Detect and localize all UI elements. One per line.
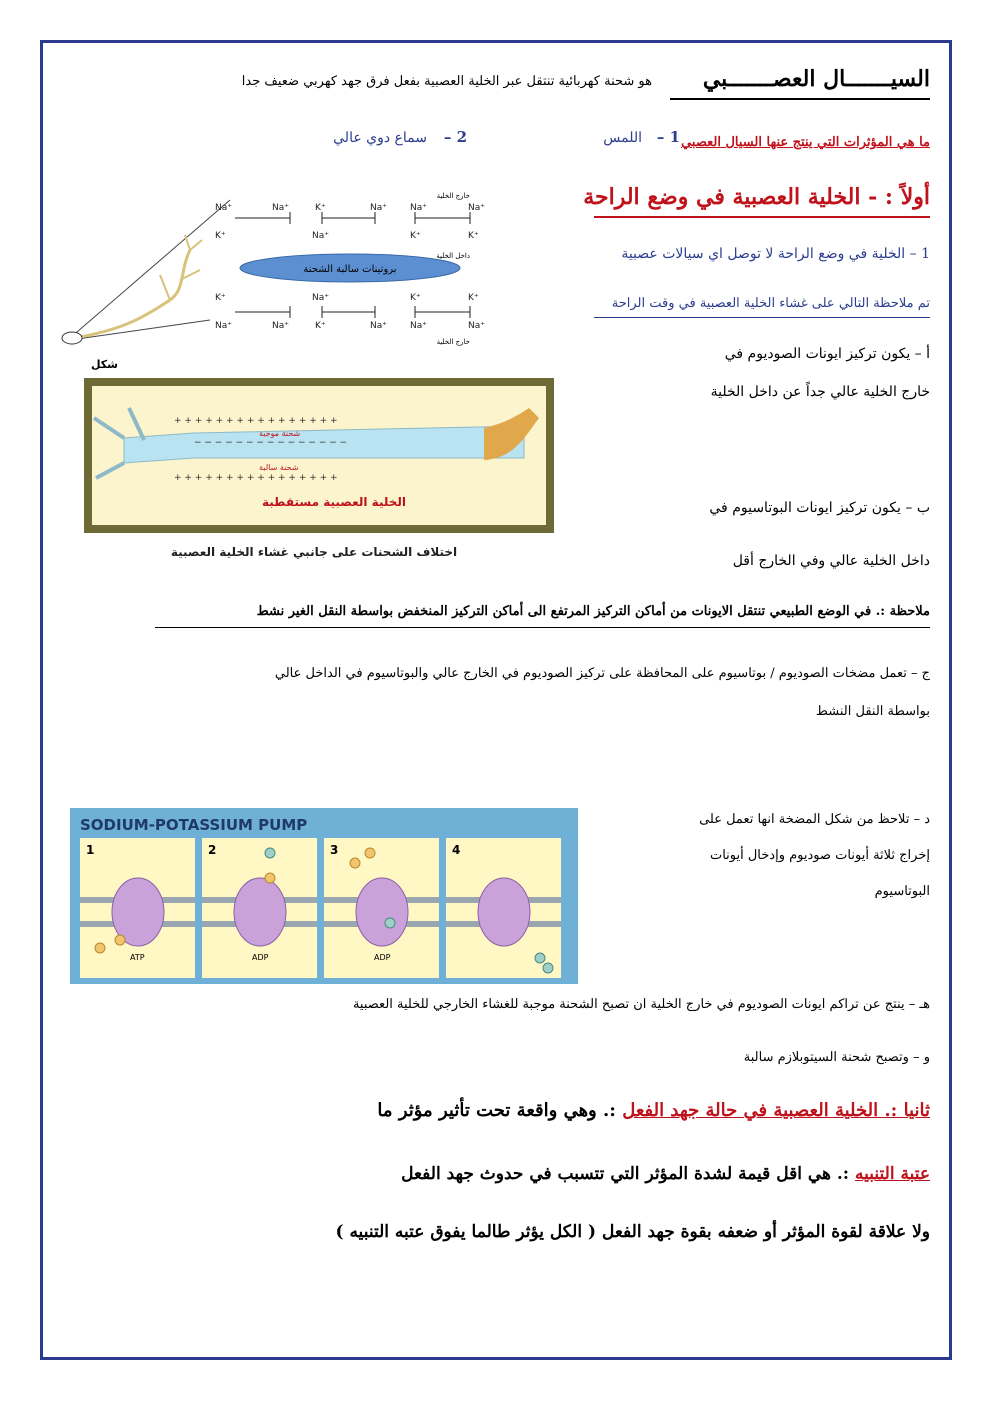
ion-distribution-figure bbox=[60, 180, 500, 370]
ion: K⁺ bbox=[315, 321, 326, 331]
action-heading-row bbox=[130, 1100, 930, 1121]
polarized-caption: الخلية العصبية مستقطبة bbox=[261, 495, 407, 509]
polarized-neuron-figure bbox=[84, 378, 554, 568]
ion: Na⁺ bbox=[370, 321, 387, 331]
ion: K⁺ bbox=[468, 231, 479, 241]
ion: K⁺ bbox=[315, 203, 326, 213]
point-w: و – وتصبح شحنة السيتوبلازم سالبة bbox=[743, 1050, 930, 1065]
note-underline bbox=[155, 627, 930, 628]
ion: Na⁺ bbox=[410, 321, 427, 331]
plus-row-top: + + + + + + + + + + + + + + + + bbox=[174, 416, 338, 426]
ion: K⁺ bbox=[410, 293, 421, 303]
note bbox=[110, 604, 930, 619]
ion: Na⁺ bbox=[410, 203, 427, 213]
stimuli-question: ما هي المؤثرات التي ينتج عنها السيال العصبي bbox=[681, 135, 930, 150]
figure-label: شكل bbox=[90, 358, 118, 370]
rest-heading-underline bbox=[594, 216, 930, 218]
rest-observation: تم ملاحظة التالي على غشاء الخلية العصبية في وقت الراحة bbox=[611, 296, 930, 311]
ion: Na⁺ bbox=[312, 293, 329, 303]
adp-label-2: ADP bbox=[374, 953, 391, 962]
plus-row-bottom: + + + + + + + + + + + + + + + + bbox=[174, 473, 338, 483]
stimulus-1-number: 1 – bbox=[656, 128, 680, 146]
minus-row: − − − − − − − − − − − − − − − bbox=[194, 438, 348, 448]
stimulus-2: سماع دوي عالي bbox=[333, 130, 427, 146]
threshold-definition: :. هي اقل قيمة لشدة المؤثر التي تتسبب في حدوث جهد الفعل bbox=[401, 1164, 850, 1184]
threshold-label: عتبة التنبيه bbox=[855, 1164, 930, 1184]
point-d-line2: إخراج ثلاثة أيونات صوديوم وإدخال أيونات bbox=[709, 848, 930, 863]
point-d-line3: البوتاسيوم bbox=[874, 884, 930, 899]
point-a-line1: أ – يكون تركيز ايونات الصوديوم في bbox=[724, 346, 930, 362]
ion: K⁺ bbox=[410, 231, 421, 241]
rest-observation-underline bbox=[594, 317, 930, 318]
panel-number: 2 bbox=[208, 843, 217, 857]
ion: K⁺ bbox=[215, 293, 226, 303]
point-b-line1: ب – يكون تركيز ايونات البوتاسيوم في bbox=[709, 500, 930, 516]
point-a-line2: خارج الخلية عالي جداً عن داخل الخلية bbox=[710, 384, 930, 400]
pos-charge-label: شحنة موجبة bbox=[259, 429, 301, 438]
fig1-out-top: خارج الخلية bbox=[436, 192, 470, 200]
atp-label: ATP bbox=[130, 953, 145, 962]
ion: Na⁺ bbox=[312, 231, 329, 241]
ion: Na⁺ bbox=[215, 321, 232, 331]
panel-number: 3 bbox=[330, 843, 339, 857]
term-underline bbox=[670, 98, 930, 100]
point-e: هـ – ينتج عن تراكم ايونات الصوديوم في خارج الخلية ان تصبح الشحنة موجبة للغشاء الخارجي للخلية العصبية bbox=[352, 997, 930, 1012]
rest-point-1: 1 – الخلية في وضع الراحة لا توصل اي سيالات عصبية bbox=[621, 246, 930, 262]
ion: K⁺ bbox=[468, 293, 479, 303]
stimulus-2-number: 2 – bbox=[443, 128, 467, 146]
term-title: السيـــــــال العصـــــــبي bbox=[702, 66, 930, 92]
stimulus-1: اللمس bbox=[603, 130, 642, 146]
ion: Na⁺ bbox=[215, 203, 232, 213]
term-definition: هو شحنة كهربائية تنتقل عبر الخلية العصبية بفعل فرق جهد كهربي ضعيف جدا bbox=[241, 74, 652, 89]
point-d-line1: د – تلاحظ من شكل المضخة انها تعمل على bbox=[699, 812, 930, 827]
ion: Na⁺ bbox=[468, 203, 485, 213]
sodium-potassium-pump-figure bbox=[70, 808, 578, 984]
adp-label-1: ADP bbox=[252, 953, 269, 962]
rest-heading: أولاً : - الخلية العصبية في وضع الراحة bbox=[583, 184, 930, 210]
point-c-line2: بواسطة النقل النشط bbox=[815, 704, 930, 719]
neg-charge-label: شحنة سالبة bbox=[259, 463, 299, 472]
pump-title: SODIUM-POTASSIUM PUMP bbox=[80, 816, 308, 834]
ion: Na⁺ bbox=[468, 321, 485, 331]
point-b-line2: داخل الخلية عالي وفي الخارج أقل bbox=[732, 553, 930, 569]
action-heading-rest: :. وهي واقعة تحت تأثير مؤثر ما bbox=[377, 1100, 616, 1121]
action-heading: ثانيا :. الخلية العصبية في حالة جهد الفعل bbox=[622, 1100, 930, 1121]
threshold-row bbox=[130, 1164, 930, 1184]
note-label: ملاحظة :. bbox=[875, 604, 930, 619]
ion: K⁺ bbox=[215, 231, 226, 241]
ion: Na⁺ bbox=[272, 203, 289, 213]
protein-label: بروتينات سالبة الشحنة bbox=[303, 264, 397, 275]
fig1-in-label: داخل الخلية bbox=[436, 252, 470, 260]
panel-number: 4 bbox=[452, 843, 461, 857]
action-last-line: ولا علاقة لقوة المؤثر أو ضعفه بقوة جهد الفعل ( الكل يؤثر طالما يفوق عتبه التنبيه ) bbox=[335, 1222, 930, 1242]
ion: Na⁺ bbox=[370, 203, 387, 213]
charges-caption: اختلاف الشحنات على جانبي غشاء الخلية العصبية bbox=[170, 545, 458, 559]
panel-number: 1 bbox=[86, 843, 95, 857]
point-c-line1: ج – تعمل مضخات الصوديوم / بوتاسيوم على المحافظة على تركيز الصوديوم في الخارج عالي والبوتاسيوم في الداخل عالي bbox=[274, 666, 930, 681]
ion: Na⁺ bbox=[272, 321, 289, 331]
fig1-out-bottom: خارج الخلية bbox=[436, 338, 470, 346]
note-text: في الوضع الطبيعي تنتقل الايونات من أماكن التركيز المرتفع الى أماكن التركيز المنخفض بواسطة النقل الغير نشط bbox=[256, 604, 872, 619]
